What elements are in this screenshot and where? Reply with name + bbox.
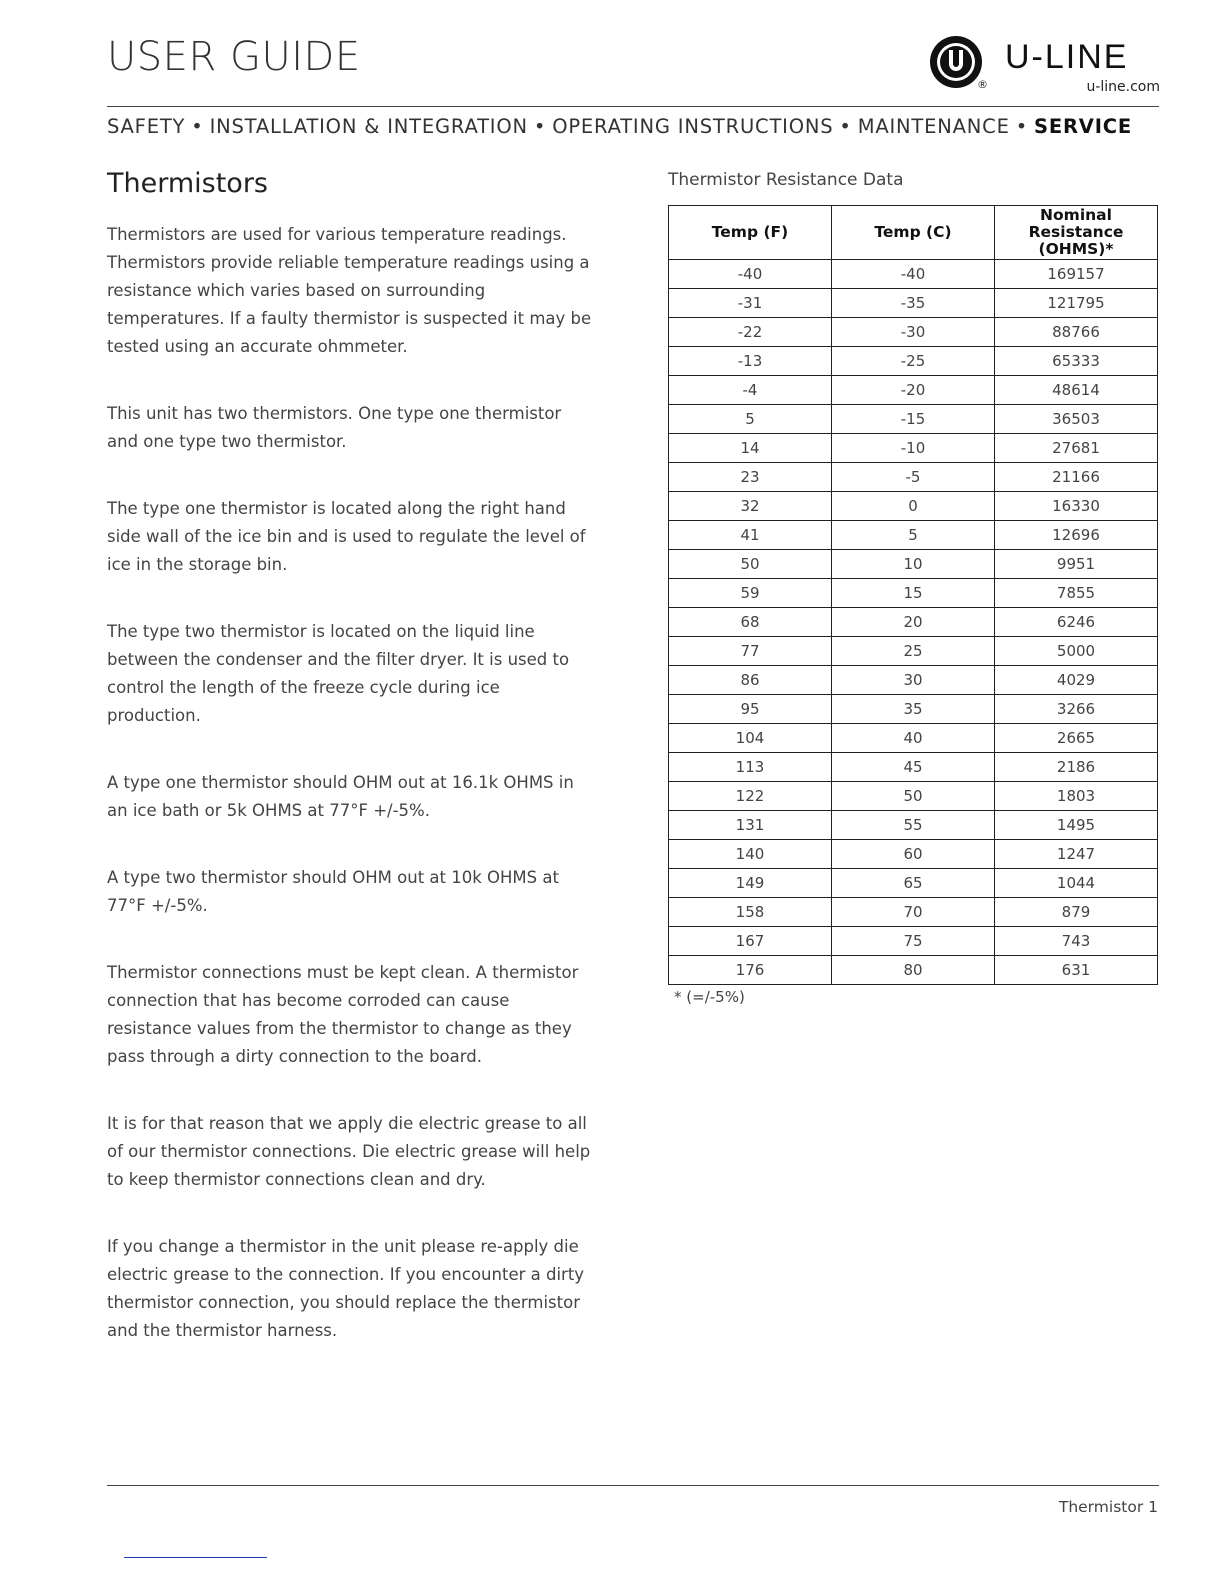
cell-temp-c: -30 bbox=[832, 318, 995, 347]
brand-wordmark: U-LINE bbox=[1005, 38, 1129, 76]
paragraph: If you change a thermistor in the unit please re-apply die electric grease to the connection. If you encounter a dirty thermistor connection, you should replace the thermistor and the thermistor harness. bbox=[107, 1237, 585, 1340]
page-label: Thermistor 1 bbox=[1058, 1498, 1158, 1516]
cell-resistance: 16330 bbox=[995, 492, 1158, 521]
table-caption: Thermistor Resistance Data bbox=[668, 170, 904, 190]
cell-temp-f: 131 bbox=[669, 811, 832, 840]
cell-temp-f: 14 bbox=[669, 434, 832, 463]
cell-temp-f: 167 bbox=[669, 927, 832, 956]
cell-temp-f: 86 bbox=[669, 666, 832, 695]
cell-resistance: 1247 bbox=[995, 840, 1158, 869]
nav-separator: • bbox=[839, 115, 852, 138]
cell-temp-c: 20 bbox=[832, 608, 995, 637]
cell-resistance: 879 bbox=[995, 898, 1158, 927]
table-row bbox=[669, 405, 1158, 434]
cell-resistance: 5000 bbox=[995, 637, 1158, 666]
nav-item-safety[interactable]: SAFETY bbox=[107, 115, 186, 138]
table-row bbox=[669, 318, 1158, 347]
cell-resistance: 1044 bbox=[995, 869, 1158, 898]
cell-temp-f: 113 bbox=[669, 753, 832, 782]
cell-temp-f: 140 bbox=[669, 840, 832, 869]
cell-temp-c: -15 bbox=[832, 405, 995, 434]
paragraph: A type one thermistor should OHM out at 16.1k OHMS in an ice bath or 5k OHMS at 77°F +/-5%. bbox=[107, 773, 574, 820]
table-row bbox=[669, 724, 1158, 753]
column-header-resistance: Nominal Resistance (OHMS)* bbox=[995, 206, 1158, 260]
cell-temp-c: -35 bbox=[832, 289, 995, 318]
brand-logo[interactable] bbox=[928, 34, 1160, 96]
table-row bbox=[669, 637, 1158, 666]
paragraph: A type two thermistor should OHM out at 10k OHMS at 77°F +/-5%. bbox=[107, 868, 559, 915]
table-row bbox=[669, 666, 1158, 695]
cell-temp-c: -5 bbox=[832, 463, 995, 492]
table-row bbox=[669, 521, 1158, 550]
cell-temp-c: 45 bbox=[832, 753, 995, 782]
cell-resistance: 4029 bbox=[995, 666, 1158, 695]
table-row bbox=[669, 434, 1158, 463]
cell-temp-f: 104 bbox=[669, 724, 832, 753]
cell-temp-f: 77 bbox=[669, 637, 832, 666]
cell-temp-c: 50 bbox=[832, 782, 995, 811]
table-body bbox=[669, 260, 1158, 985]
cell-temp-f: 23 bbox=[669, 463, 832, 492]
cell-resistance: 27681 bbox=[995, 434, 1158, 463]
cell-temp-c: 70 bbox=[832, 898, 995, 927]
paragraph: This unit has two thermistors. One type one thermistor and one type two thermistor. bbox=[107, 404, 562, 451]
table-row bbox=[669, 579, 1158, 608]
table-row bbox=[669, 260, 1158, 289]
cell-temp-c: 60 bbox=[832, 840, 995, 869]
cell-resistance: 36503 bbox=[995, 405, 1158, 434]
column-header-temp-c: Temp (C) bbox=[832, 206, 995, 260]
table-row bbox=[669, 695, 1158, 724]
cell-temp-f: 41 bbox=[669, 521, 832, 550]
cell-resistance: 1803 bbox=[995, 782, 1158, 811]
cell-resistance: 9951 bbox=[995, 550, 1158, 579]
header-divider bbox=[107, 106, 1159, 107]
cell-temp-c: 40 bbox=[832, 724, 995, 753]
table-header-row bbox=[669, 206, 1158, 260]
cell-resistance: 3266 bbox=[995, 695, 1158, 724]
cell-temp-f: -13 bbox=[669, 347, 832, 376]
cell-resistance: 2665 bbox=[995, 724, 1158, 753]
cell-temp-c: 15 bbox=[832, 579, 995, 608]
cell-temp-c: 0 bbox=[832, 492, 995, 521]
paragraph: The type two thermistor is located on the liquid line between the condenser and the filter dryer. It is used to control the length of the freeze cycle during ice production. bbox=[107, 622, 570, 725]
nav-item-service[interactable]: SERVICE bbox=[1034, 115, 1132, 138]
table-row bbox=[669, 289, 1158, 318]
table-footnote: * (=/-5%) bbox=[674, 988, 745, 1006]
cell-temp-c: -25 bbox=[832, 347, 995, 376]
cell-temp-c: 30 bbox=[832, 666, 995, 695]
article-body bbox=[107, 168, 597, 1384]
cell-temp-c: 10 bbox=[832, 550, 995, 579]
section-nav bbox=[107, 115, 1159, 138]
column-header-temp-f: Temp (F) bbox=[669, 206, 832, 260]
cell-resistance: 88766 bbox=[995, 318, 1158, 347]
page-title: USER GUIDE bbox=[107, 34, 361, 80]
cell-temp-f: 32 bbox=[669, 492, 832, 521]
footer-divider bbox=[107, 1485, 1159, 1486]
table-row bbox=[669, 463, 1158, 492]
table-row bbox=[669, 956, 1158, 985]
table-row bbox=[669, 492, 1158, 521]
cell-resistance: 169157 bbox=[995, 260, 1158, 289]
u-line-logo-icon bbox=[928, 34, 984, 90]
cell-resistance: 6246 bbox=[995, 608, 1158, 637]
cell-temp-f: 122 bbox=[669, 782, 832, 811]
table-row bbox=[669, 840, 1158, 869]
cell-resistance: 65333 bbox=[995, 347, 1158, 376]
cell-temp-f: -40 bbox=[669, 260, 832, 289]
cell-temp-f: 5 bbox=[669, 405, 832, 434]
section-title: Thermistors bbox=[107, 168, 268, 199]
table-row bbox=[669, 811, 1158, 840]
table-row bbox=[669, 869, 1158, 898]
nav-item-installation[interactable]: INSTALLATION & INTEGRATION bbox=[209, 115, 528, 138]
table-row bbox=[669, 753, 1158, 782]
cell-temp-c: 80 bbox=[832, 956, 995, 985]
cell-temp-f: -31 bbox=[669, 289, 832, 318]
table-row bbox=[669, 550, 1158, 579]
resistance-table-section bbox=[668, 170, 1158, 1006]
cell-resistance: 631 bbox=[995, 956, 1158, 985]
table-row bbox=[669, 782, 1158, 811]
paragraph: Thermistors are used for various temperature readings. Thermistors provide reliable temperature readings using a resistance which varies based on surrounding temperatures. If a faulty thermistor is suspected it may be tested using an accurate ohmmeter. bbox=[107, 225, 592, 356]
cell-temp-c: -40 bbox=[832, 260, 995, 289]
paragraph: Thermistor connections must be kept clean. A thermistor connection that has become corroded can cause resistance values from the thermistor to change as they pass through a dirty connection to the board. bbox=[107, 963, 579, 1066]
cell-resistance: 2186 bbox=[995, 753, 1158, 782]
cell-resistance: 743 bbox=[995, 927, 1158, 956]
cell-temp-c: -20 bbox=[832, 376, 995, 405]
cell-temp-c: 75 bbox=[832, 927, 995, 956]
paragraph: The type one thermistor is located along the right hand side wall of the ice bin and is used to regulate the level of ice in the storage bin. bbox=[107, 499, 586, 574]
table-row bbox=[669, 927, 1158, 956]
nav-separator: • bbox=[191, 115, 204, 138]
cell-resistance: 121795 bbox=[995, 289, 1158, 318]
cell-temp-f: 176 bbox=[669, 956, 832, 985]
cell-resistance: 1495 bbox=[995, 811, 1158, 840]
table-row bbox=[669, 898, 1158, 927]
brand-url[interactable]: u-line.com bbox=[1086, 79, 1160, 95]
nav-item-operating[interactable]: OPERATING INSTRUCTIONS bbox=[552, 115, 834, 138]
nav-separator: • bbox=[533, 115, 547, 138]
cell-temp-f: -22 bbox=[669, 318, 832, 347]
nav-separator: • bbox=[1015, 115, 1029, 138]
table-row bbox=[669, 347, 1158, 376]
cell-temp-f: -4 bbox=[669, 376, 832, 405]
nav-item-maintenance[interactable]: MAINTENANCE bbox=[857, 115, 1010, 138]
cell-temp-f: 158 bbox=[669, 898, 832, 927]
cell-temp-c: -10 bbox=[832, 434, 995, 463]
registered-mark: ® bbox=[977, 78, 988, 91]
cell-temp-f: 149 bbox=[669, 869, 832, 898]
paragraph: It is for that reason that we apply die electric grease to all of our thermistor connections. Die electric grease will help to keep thermistor connections clean and dry. bbox=[107, 1114, 591, 1189]
cell-temp-f: 59 bbox=[669, 579, 832, 608]
cell-temp-c: 55 bbox=[832, 811, 995, 840]
cell-resistance: 48614 bbox=[995, 376, 1158, 405]
cell-temp-f: 68 bbox=[669, 608, 832, 637]
footer-link-underline bbox=[124, 1557, 267, 1558]
cell-resistance: 21166 bbox=[995, 463, 1158, 492]
resistance-table bbox=[668, 205, 1158, 985]
cell-temp-c: 35 bbox=[832, 695, 995, 724]
cell-temp-f: 95 bbox=[669, 695, 832, 724]
cell-temp-f: 50 bbox=[669, 550, 832, 579]
cell-resistance: 12696 bbox=[995, 521, 1158, 550]
table-row bbox=[669, 608, 1158, 637]
table-row bbox=[669, 376, 1158, 405]
cell-temp-c: 25 bbox=[832, 637, 995, 666]
cell-temp-c: 65 bbox=[832, 869, 995, 898]
cell-temp-c: 5 bbox=[832, 521, 995, 550]
cell-resistance: 7855 bbox=[995, 579, 1158, 608]
